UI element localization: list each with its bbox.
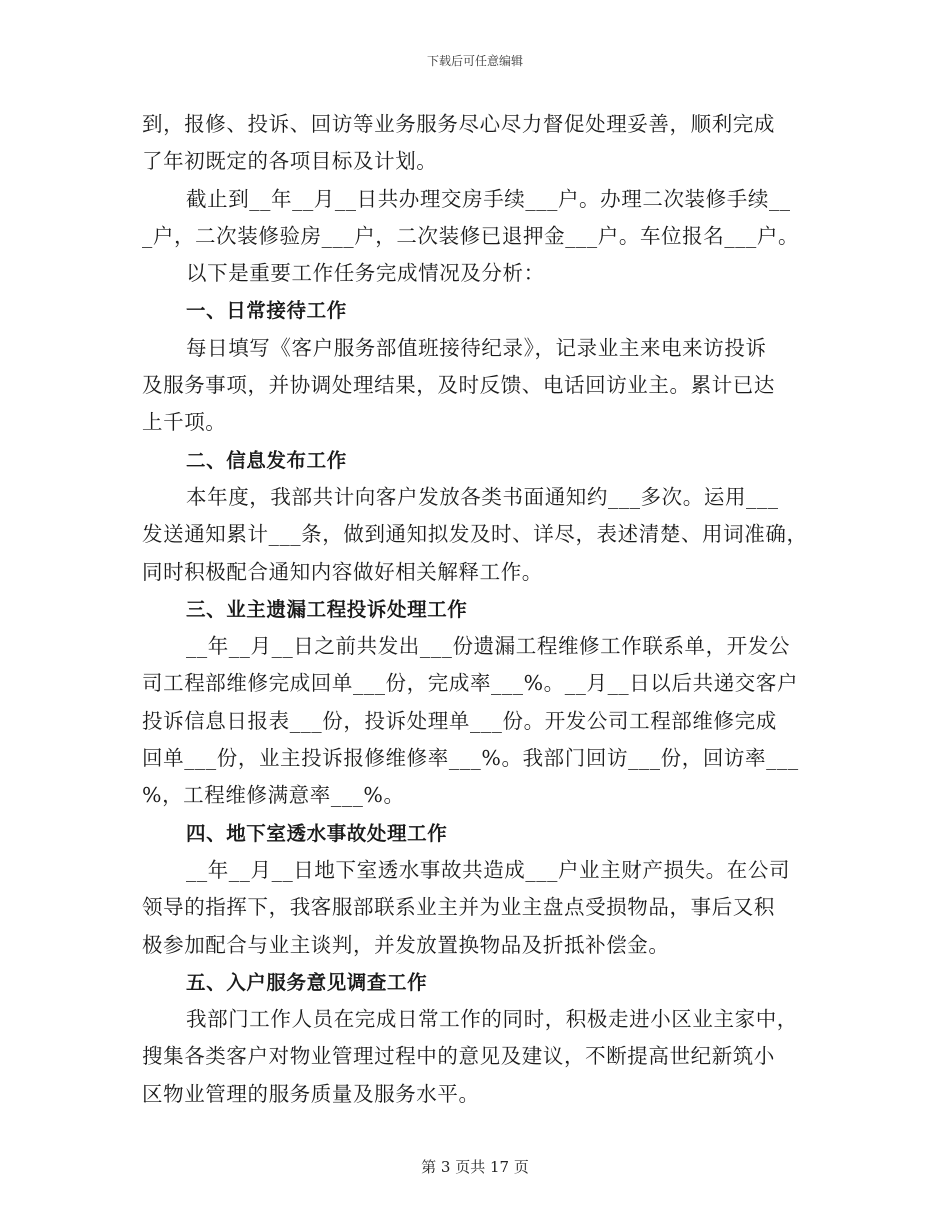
body-line: 到，报修、投诉、回访等业务服务尽心尽力督促处理妥善，顺利完成 <box>142 112 775 136</box>
body-line: 区物业管理的服务质量及服务水平。 <box>142 1081 480 1106</box>
body-line: 发送通知累计___条，做到通知拟发及时、详尽，表述清楚、用词准确， <box>142 522 808 547</box>
page-number-footer: 第 3 页共 17 页 <box>421 1158 529 1176</box>
body-line: 回单___份，业主投诉报修维修率___%。我部门回访___份，回访率___ <box>142 746 799 771</box>
page-header: 下载后可任意编辑 <box>426 54 523 68</box>
body-line: _户，二次装修验房___户，二次装修已退押金___户。车位报名___户。 <box>142 223 800 248</box>
body-line: __年__月__日地下室透水事故共造成___户业主财产损失。在公司 <box>186 857 791 882</box>
body-line: 领导的指挥下，我客服部联系业主并为业主盘点受损物品，事后又积 <box>142 895 775 920</box>
section-heading: 二、信息发布工作 <box>186 448 347 472</box>
body-line: 及服务事项，并协调处理结果，及时反馈、电话回访业主。累计已达 <box>142 373 775 398</box>
body-line: 每日填写《客户服务部值班接待纪录》，记录业主来电来访投诉 <box>186 335 767 360</box>
body-line: %，工程维修满意率___%。 <box>142 783 405 808</box>
body-line: 司工程部维修完成回单___份，完成率___%。__月__日以后共递交客户 <box>142 671 799 696</box>
section-heading: 五、入户服务意见调查工作 <box>186 970 428 994</box>
body-line: 上千项。 <box>142 410 227 435</box>
body-line: 极参加配合与业主谈判，并发放置换物品及折抵补偿金。 <box>142 932 670 957</box>
body-line: 投诉信息日报表___份，投诉处理单___份。开发公司工程部维修完成 <box>142 708 777 733</box>
body-line: 同时积极配合通知内容做好相关解释工作。 <box>142 559 543 584</box>
body-line: __年__月__日之前共发出___份遗漏工程维修工作联系单，开发公 <box>186 634 791 659</box>
body-line: 了年初既定的各项目标及计划。 <box>142 149 438 174</box>
section-heading: 四、地下室透水事故处理工作 <box>186 821 448 845</box>
section-heading: 一、日常接待工作 <box>186 299 347 323</box>
body-line: 本年度，我部共计向客户发放各类书面通知约___多次。运用___ <box>186 484 779 509</box>
body-line: 搜集各类客户对物业管理过程中的意见及建议，不断提高世纪新筑小 <box>142 1044 775 1069</box>
document-body <box>142 106 818 1113</box>
section-heading: 三、业主遗漏工程投诉处理工作 <box>186 597 468 621</box>
body-line: 我部门工作人员在完成日常工作的同时，积极走进小区业主家中， <box>186 1007 798 1032</box>
body-line: 以下是重要工作任务完成情况及分析： <box>186 261 545 286</box>
body-line: 截止到__年__月__日共办理交房手续___户。办理二次装修手续__ <box>186 186 791 211</box>
